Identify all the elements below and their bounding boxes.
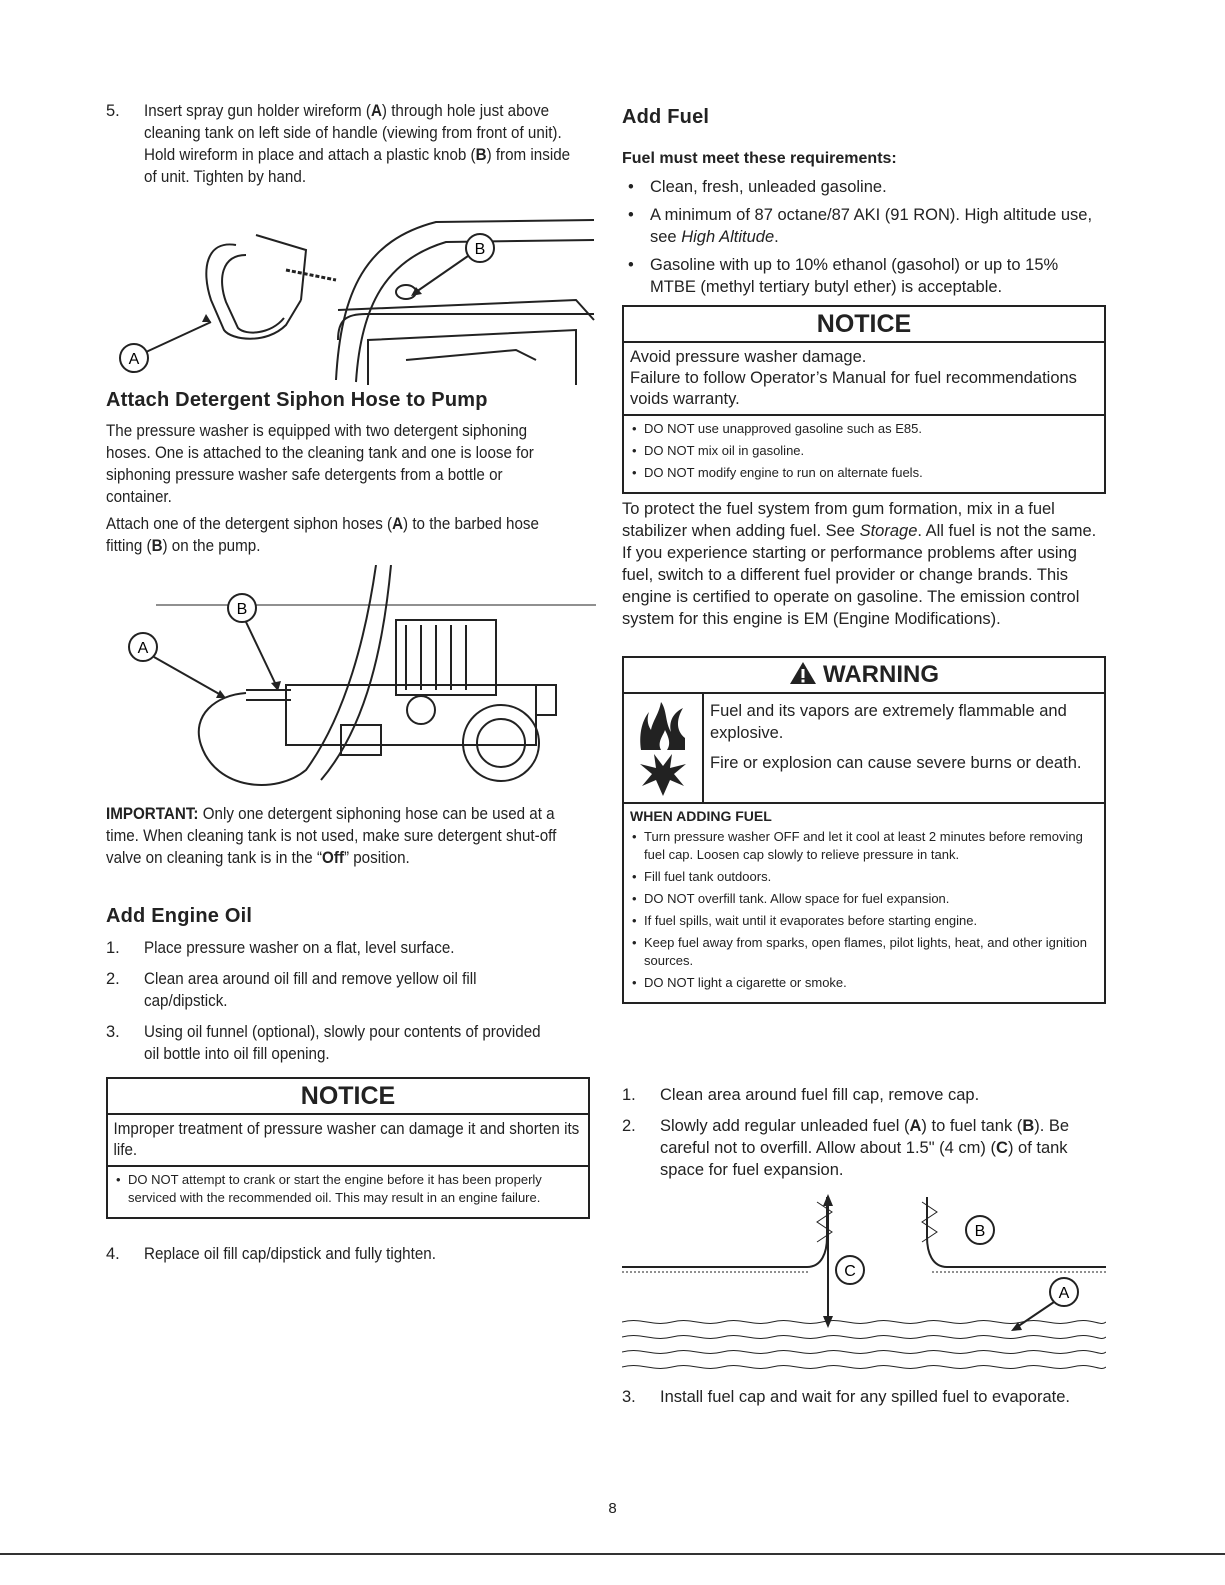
warning-item: • Turn pressure washer OFF and let it cool at least 2 minutes before removing fuel cap. Loosen cap slowly to relieve pressure in tank. [630, 828, 1098, 864]
warning-item: • If fuel spills, wait until it evaporates before starting engine. [630, 912, 1098, 930]
oil-notice-box [106, 1077, 590, 1219]
add-fuel-title: Add Fuel [622, 106, 710, 128]
label-c: C [844, 1263, 856, 1280]
step-number: 5. [106, 102, 120, 120]
label-b: B [236, 601, 248, 618]
fuel-requirements-list [622, 176, 1106, 304]
requirement-item: • Clean, fresh, unleaded gasoline. [622, 176, 1106, 198]
warning-subheader: WHEN ADDING FUEL [630, 808, 772, 824]
requirement-item: • A minimum of 87 octane/87 AKI (91 RON). High altitude use, see High Altitude. [622, 204, 1106, 248]
spray-gun-holder-figure [106, 210, 596, 385]
important-note: IMPORTANT: Only one detergent siphoning hose can be used at a time. When cleaning tank is not used, make sure detergent shut-off valve on cleaning tank is in the “Off” position. [106, 805, 557, 867]
label-a: A [1058, 1285, 1070, 1302]
requirement-item: • Gasoline with up to 10% ethanol (gasohol) or up to 15% MTBE (methyl tertiary butyl ether) is acceptable. [622, 254, 1106, 298]
label-a: A [128, 351, 140, 368]
step-text: Insert spray gun holder wireform (A) through hole just above cleaning tank on left side of handle (viewing from front of unit). Hold wireform in place and attach a plastic knob (B) from inside of unit. Tighten by hand. [144, 102, 571, 186]
notice-item: • DO NOT mix oil in gasoline. [630, 442, 1098, 460]
notice-item: • DO NOT attempt to crank or start the engine before it has been properly serviced with the recommended oil. This may result in an engine failure. [114, 1171, 582, 1207]
hazard-text-2: Fire or explosion can cause severe burns or death. [710, 754, 1082, 772]
notice-message: Avoid pressure washer damage. Failure to follow Operator’s Manual for fuel recommendations voids warranty. [624, 343, 1104, 416]
hazard-text-1: Fuel and its vapors are extremely flammable and explosive. [710, 702, 1067, 742]
fuel-stabilizer-paragraph: To protect the fuel system from gum formation, mix in a fuel stabilizer when adding fuel. See Storage. All fuel is not the same. If you experience starting or performance problems after using fuel, switch to a different fuel provider or change brands. This engine is certified to operate on gasoline. The emission control system for this engine is EM (Engine Modifications). [622, 500, 1097, 628]
warning-item: • DO NOT light a cigarette or smoke. [630, 974, 1098, 992]
explosion-icon [638, 752, 688, 796]
notice-message: Improper treatment of pressure washer can damage it and shorten its life. [108, 1115, 588, 1167]
engine-oil-title: Add Engine Oil [106, 905, 253, 927]
warning-list [624, 824, 1104, 1002]
label-b: B [474, 241, 486, 258]
warning-header: WARNING [624, 658, 1104, 694]
flammable-icon [635, 700, 691, 752]
label-b: B [974, 1223, 986, 1240]
notice-header: NOTICE [108, 1079, 588, 1115]
label-a: A [137, 640, 149, 657]
warning-item: • Keep fuel away from sparks, open flames, pilot lights, heat, and other ignition sources. [630, 934, 1098, 970]
warning-triangle-icon [789, 661, 817, 685]
warning-item: • DO NOT overfill tank. Allow space for fuel expansion. [630, 890, 1098, 908]
warning-item: • Fill fuel tank outdoors. [630, 868, 1098, 886]
pump-figure [106, 565, 596, 795]
fuel-notice-box [622, 305, 1106, 494]
notice-list [108, 1167, 588, 1217]
notice-item: • DO NOT use unapproved gasoline such as E85. [630, 420, 1098, 438]
page-number: 8 [608, 1500, 617, 1517]
notice-item: • DO NOT modify engine to run on alternate fuels. [630, 464, 1098, 482]
fuel-requirements-subtitle: Fuel must meet these requirements: [622, 150, 897, 167]
fuel-warning-box [622, 656, 1106, 1004]
notice-list [624, 416, 1104, 492]
siphon-paragraph-2: Attach one of the detergent siphon hoses (A) to the barbed hose fitting (B) on the pump. [106, 515, 539, 555]
notice-header: NOTICE [624, 307, 1104, 343]
siphon-title: Attach Detergent Siphon Hose to Pump [106, 389, 488, 411]
bottom-rule [0, 1553, 1225, 1555]
siphon-paragraph-1: The pressure washer is equipped with two detergent siphoning hoses. One is attached to the cleaning tank and one is loose for siphoning pressure washer safe detergents from a bottle or container. [106, 422, 534, 506]
fuel-tank-figure [622, 1192, 1106, 1382]
